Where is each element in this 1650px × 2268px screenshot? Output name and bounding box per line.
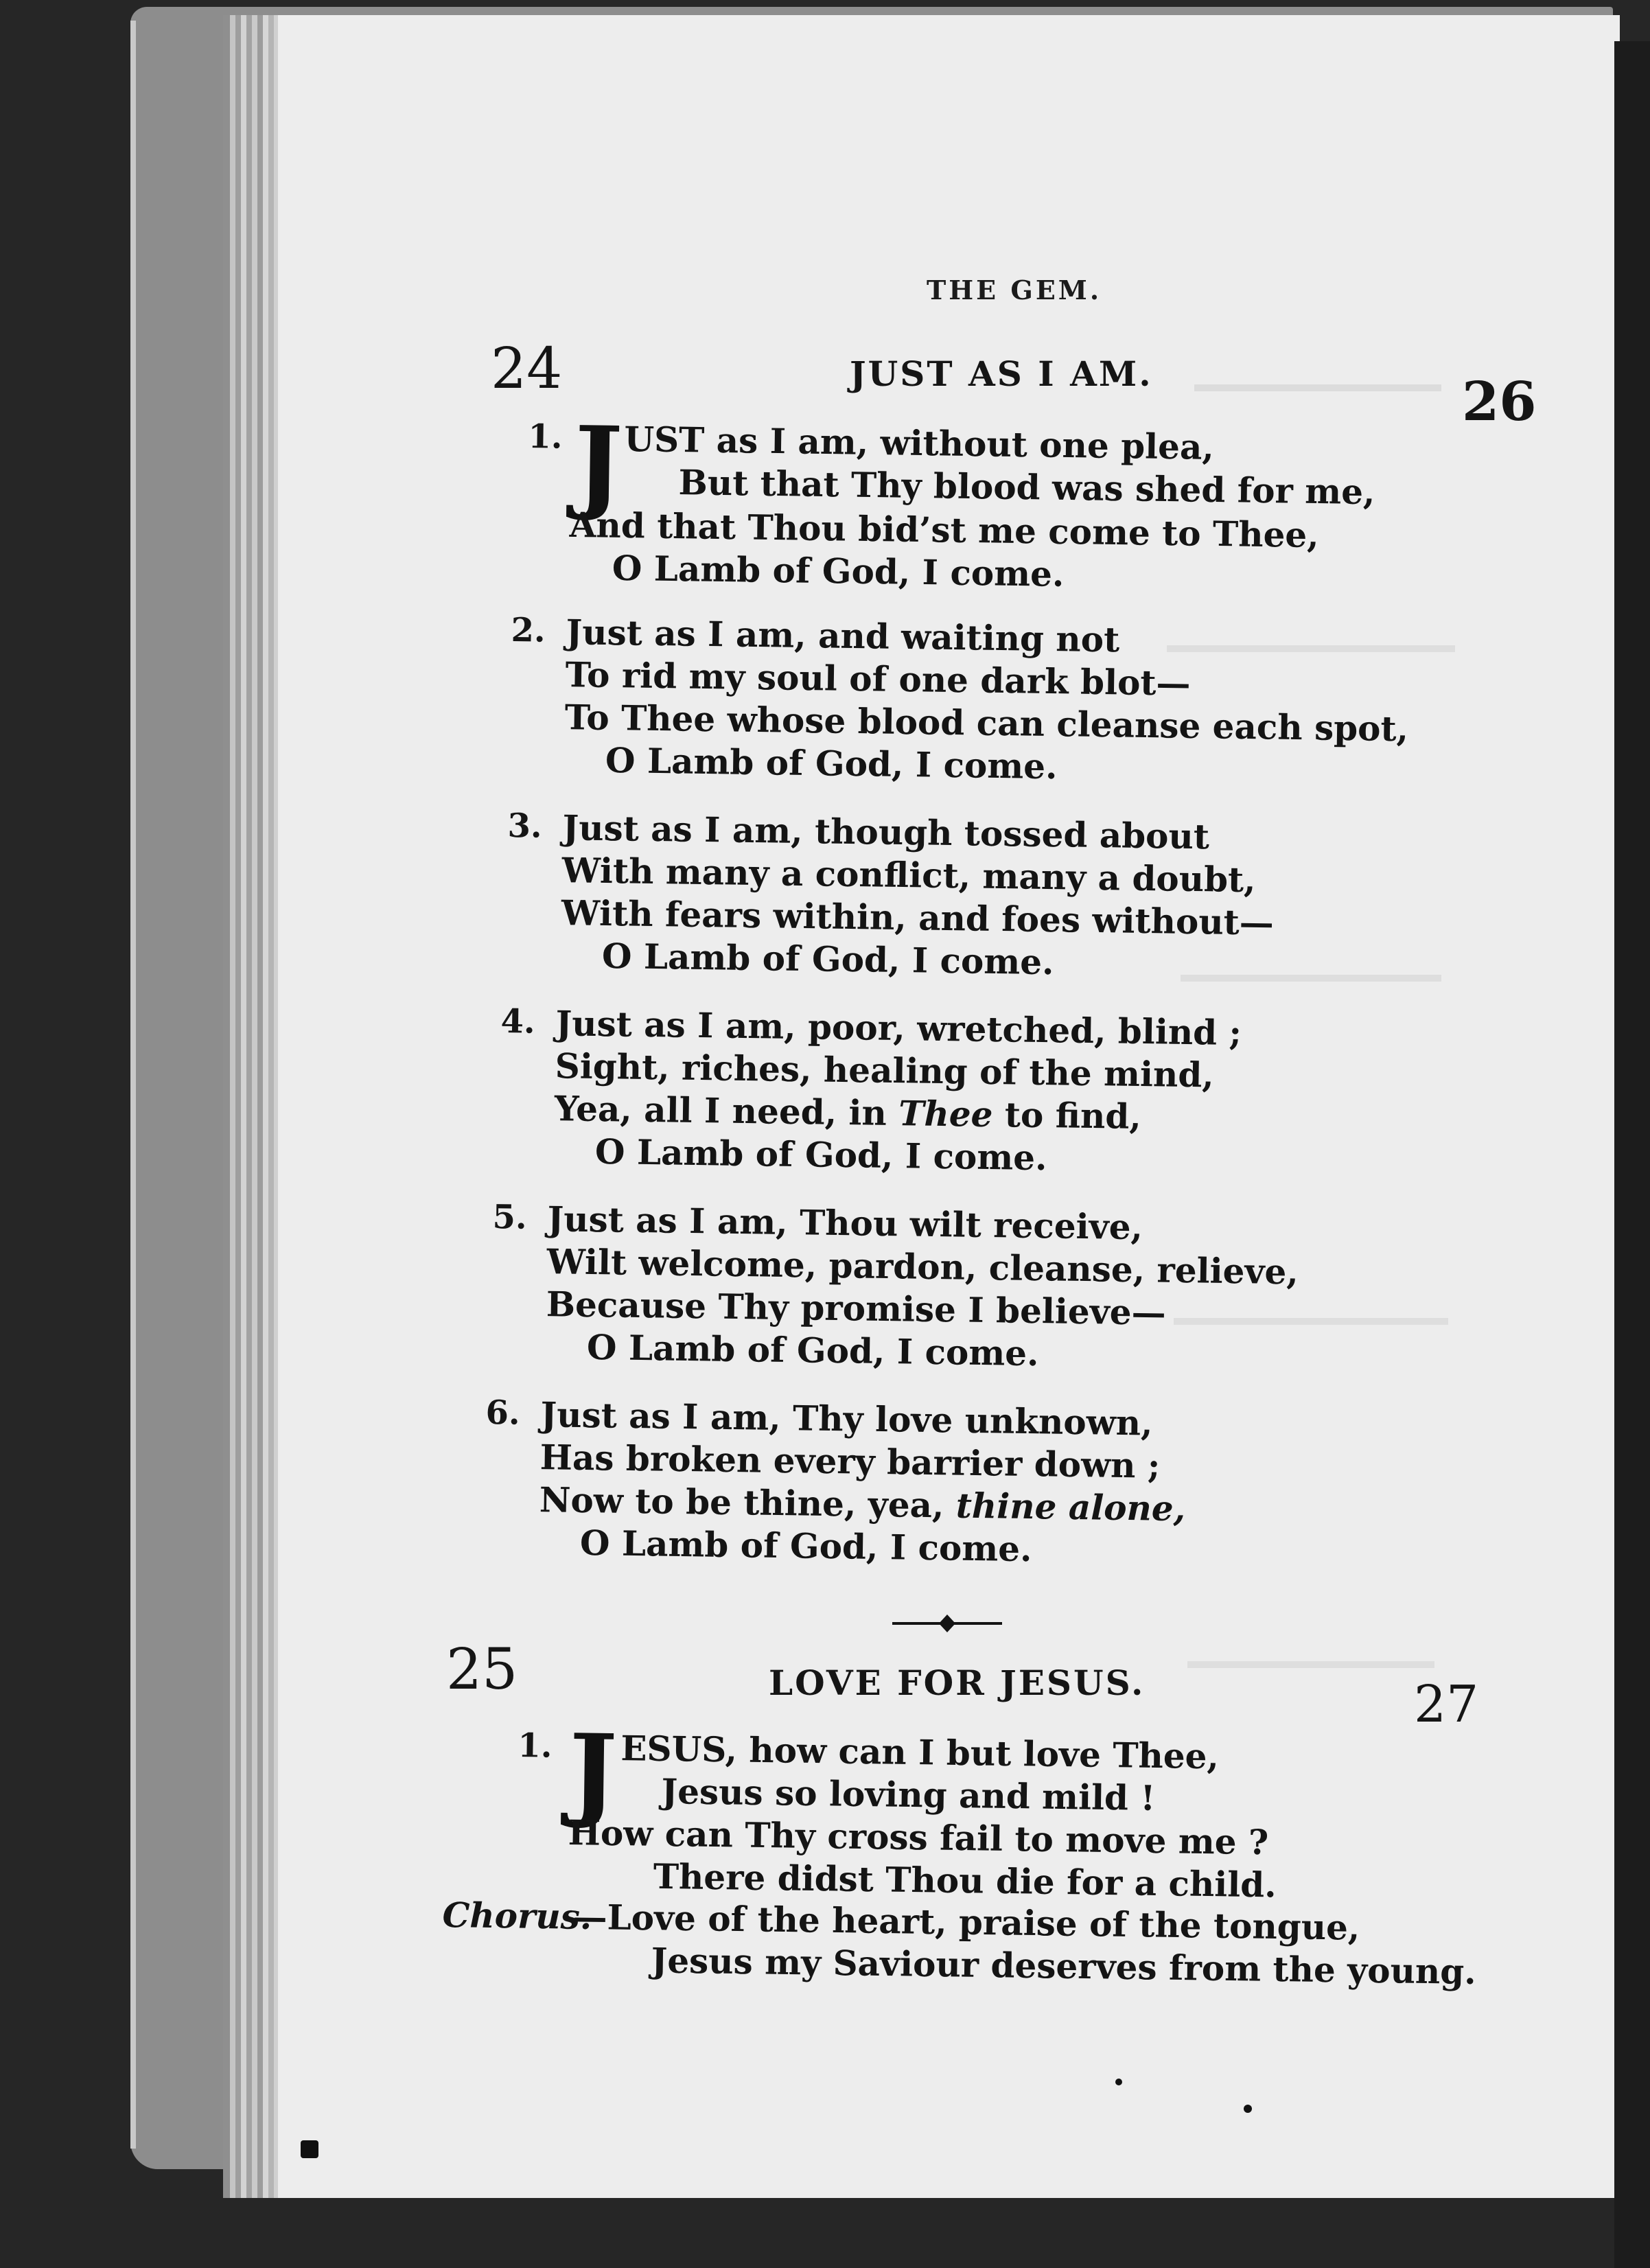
verse-line: UST as I am, without one plea, — [624, 418, 1215, 467]
page-number: 26 — [1462, 371, 1537, 433]
verse-number: 3. — [507, 807, 543, 846]
drop-cap: J — [568, 1711, 618, 1832]
verse-line: Has broken every barrier down ; — [539, 1437, 1161, 1486]
verse-number: 5. — [492, 1198, 528, 1237]
chorus-label: Chorus. — [442, 1895, 592, 1938]
hymn-title: JUST AS I AM. — [850, 354, 1153, 394]
verse-line: Wilt welcome, pardon, cleanse, relieve, — [546, 1241, 1299, 1293]
chorus-line: —Love of the heart, praise of the tongue, — [572, 1896, 1360, 1948]
hymn-title: LOVE FOR JESUS. — [769, 1663, 1146, 1703]
chorus-line: Jesus my Saviour deserves from the young. — [651, 1940, 1477, 1993]
verse-number: 6. — [485, 1393, 521, 1433]
verse-line: Jesus so loving and mild ! — [661, 1770, 1156, 1818]
bleed-through — [1167, 357, 1510, 1867]
verse-number: 1. — [518, 1726, 553, 1766]
verse-line: Just as I am, Thy love unknown, — [540, 1394, 1153, 1444]
verse-line: Because Thy promise I believe— — [546, 1284, 1166, 1333]
hymn-number: 25 — [446, 1637, 518, 1702]
verse-line: Now to be thine, yea, thine alone, — [539, 1479, 1186, 1529]
verse-number: 2. — [511, 611, 546, 650]
book-gutter-shadow — [1614, 41, 1650, 2268]
page-number: 27 — [1414, 1675, 1479, 1734]
verse-line: Just as I am, Thou wilt receive, — [547, 1199, 1143, 1248]
verse-line: O Lamb of God, I come. — [586, 1326, 1039, 1374]
verse-line: O Lamb of God, I come. — [579, 1522, 1032, 1570]
ornament-divider — [892, 1612, 1002, 1635]
verse-number: 4. — [500, 1002, 536, 1041]
verse-line: O Lamb of God, I come. — [612, 547, 1065, 594]
verse-line: To Thee whose blood can cleanse each spot, — [564, 697, 1409, 750]
drop-cap: J — [573, 403, 624, 524]
verse-line: O Lamb of God, I come. — [594, 1131, 1047, 1179]
verse-line: Yea, all I need, in Thee to find, — [554, 1088, 1142, 1137]
scan-speck — [301, 2140, 318, 2158]
verse-line: Just as I am, poor, wretched, blind ; — [555, 1003, 1242, 1054]
verse-line: With fears within, and foes without— — [561, 892, 1275, 943]
verse-line: But that Thy blood was shed for me, — [678, 462, 1375, 513]
verse-line: To rid my soul of one dark blot— — [565, 654, 1191, 704]
verse-line: O Lamb of God, I come. — [601, 935, 1054, 983]
hymn-number: 24 — [491, 336, 563, 402]
verse-line: O Lamb of God, I come. — [605, 739, 1058, 787]
verse-number: 1. — [528, 417, 563, 456]
verse-line: Just as I am, though tossed about — [562, 807, 1210, 857]
verse-line: Sight, riches, healing of the mind, — [555, 1045, 1215, 1096]
verse-line: ESUS, how can I but love Thee, — [620, 1728, 1220, 1777]
scan-speck — [1244, 2105, 1252, 2113]
verse-line: And that Thou bid’st me come to Thee, — [569, 504, 1320, 556]
verse-line: There didst Thou die for a child. — [653, 1855, 1277, 1906]
verse-line: With many a conflict, many a doubt, — [561, 850, 1256, 901]
verse-line: Just as I am, and waiting not — [566, 612, 1120, 660]
verse-line: How can Thy cross fail to move me ? — [568, 1812, 1269, 1863]
scan-speck — [1115, 2079, 1122, 2085]
running-head: THE GEM. — [927, 275, 1102, 305]
